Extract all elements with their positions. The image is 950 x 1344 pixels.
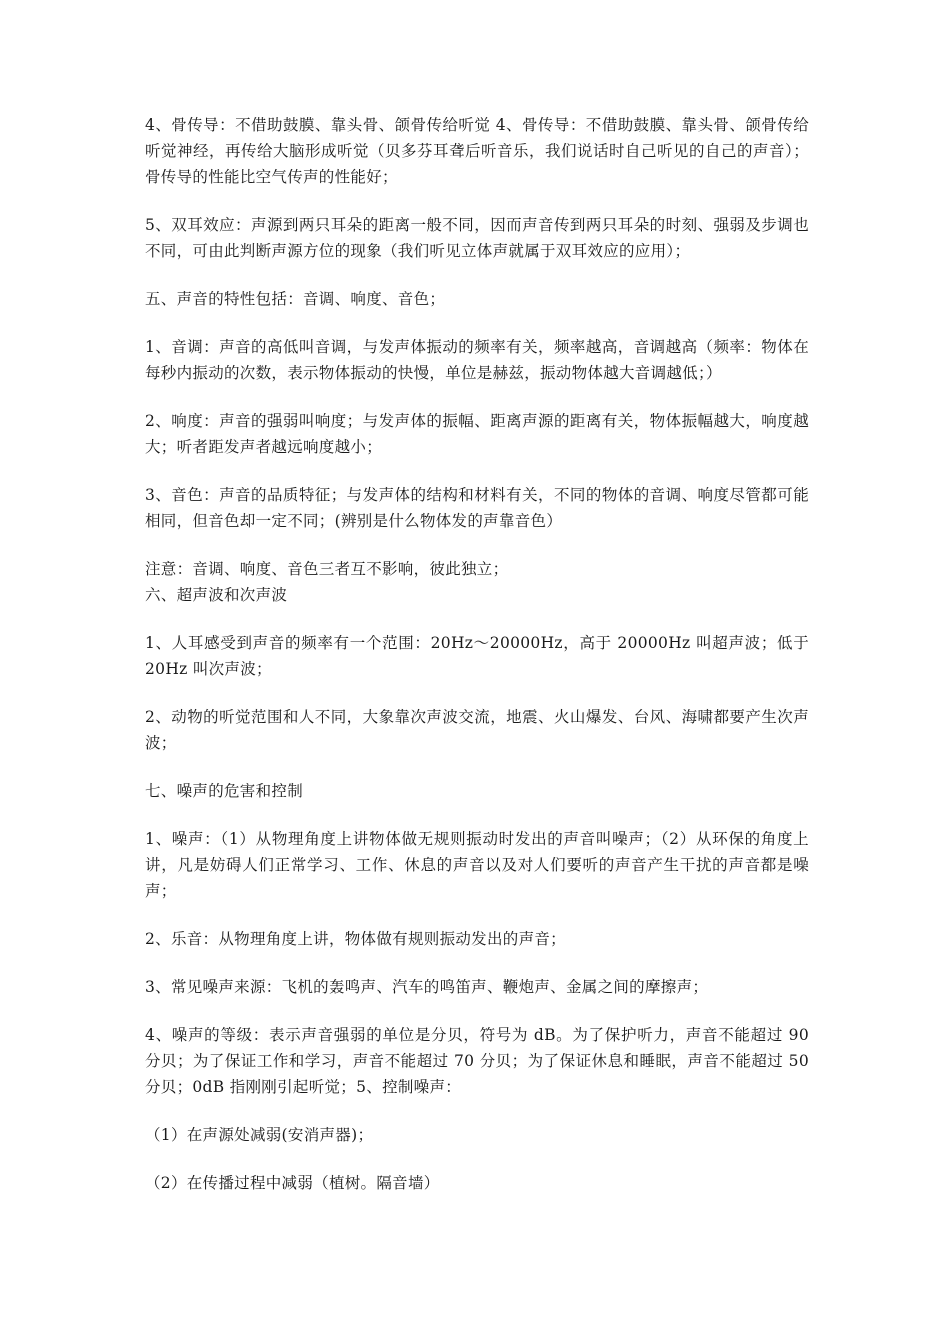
paragraph-loudness: 2、响度：声音的强弱叫响度；与发声体的振幅、距离声源的距离有关，物体振幅越大，响度越大；听者距发声者越远响度越小； <box>145 412 809 456</box>
paragraph-note: 注意：音调、响度、音色三者互不影响，彼此独立； <box>145 560 509 578</box>
heading-ultrasound-infrasound: 六、超声波和次声波 <box>145 586 288 604</box>
paragraph-control-at-source: （1）在声源处减弱(安消声器)； <box>145 1126 374 1144</box>
paragraph-bone-conduction: 4、骨传导：不借助鼓膜、靠头骨、颌骨传给听觉 4、骨传导：不借助鼓膜、靠头骨、颌骨传给听觉神经，再传给大脑形成听觉（贝多芬耳聋后听音乐，我们说话时自己听见的自己的声音）；骨传导的性能比空气传声的性能好； <box>145 116 809 186</box>
paragraph-musical-sound: 2、乐音：从物理角度上讲，物体做有规则振动发出的声音； <box>145 930 566 948</box>
paragraph-noise-levels: 4、噪声的等级：表示声音强弱的单位是分贝，符号为 dB。为了保护听力，声音不能超过 90 分贝；为了保证工作和学习，声音不能超过 70 分贝；为了保证休息和睡眠，声音不能超过 50 分贝；0dB 指刚刚引起听觉；5、控制噪声： <box>145 1026 809 1096</box>
document-page <box>145 112 809 1218</box>
paragraph-binaural-effect: 5、双耳效应：声源到两只耳朵的距离一般不同，因而声音传到两只耳朵的时刻、强弱及步调也不同，可由此判断声源方位的现象（我们听见立体声就属于双耳效应的应用）； <box>145 216 809 260</box>
paragraph-hearing-range: 1、人耳感受到声音的频率有一个范围：20Hz～20000Hz，高于 20000Hz 叫超声波；低于 20Hz 叫次声波； <box>145 634 809 678</box>
paragraph-control-in-transmission: （2）在传播过程中减弱（植树。隔音墙） <box>145 1174 440 1192</box>
heading-noise-control: 七、噪声的危害和控制 <box>145 782 304 800</box>
paragraph-noise-definition: 1、噪声：（1）从物理角度上讲物体做无规则振动时发出的声音叫噪声；（2）从环保的角度上讲，凡是妨碍人们正常学习、工作、休息的声音以及对人们要听的声音产生干扰的声音都是噪声； <box>145 830 809 900</box>
paragraph-timbre: 3、音色：声音的品质特征；与发声体的结构和材料有关，不同的物体的音调、响度尽管都可能相同，但音色却一定不同；(辨别是什么物体发的声靠音色） <box>145 486 809 530</box>
paragraph-animal-hearing: 2、动物的听觉范围和人不同，大象靠次声波交流，地震、火山爆发、台风、海啸都要产生次声波； <box>145 708 809 752</box>
paragraph-noise-sources: 3、常见噪声来源：飞机的轰鸣声、汽车的鸣笛声、鞭炮声、金属之间的摩擦声； <box>145 978 709 996</box>
paragraph-pitch: 1、音调：声音的高低叫音调，与发声体振动的频率有关，频率越高，音调越高（频率：物体在每秒内振动的次数，表示物体振动的快慢，单位是赫兹，振动物体越大音调越低；） <box>145 338 809 382</box>
heading-sound-characteristics: 五、声音的特性包括：音调、响度、音色； <box>145 290 446 308</box>
